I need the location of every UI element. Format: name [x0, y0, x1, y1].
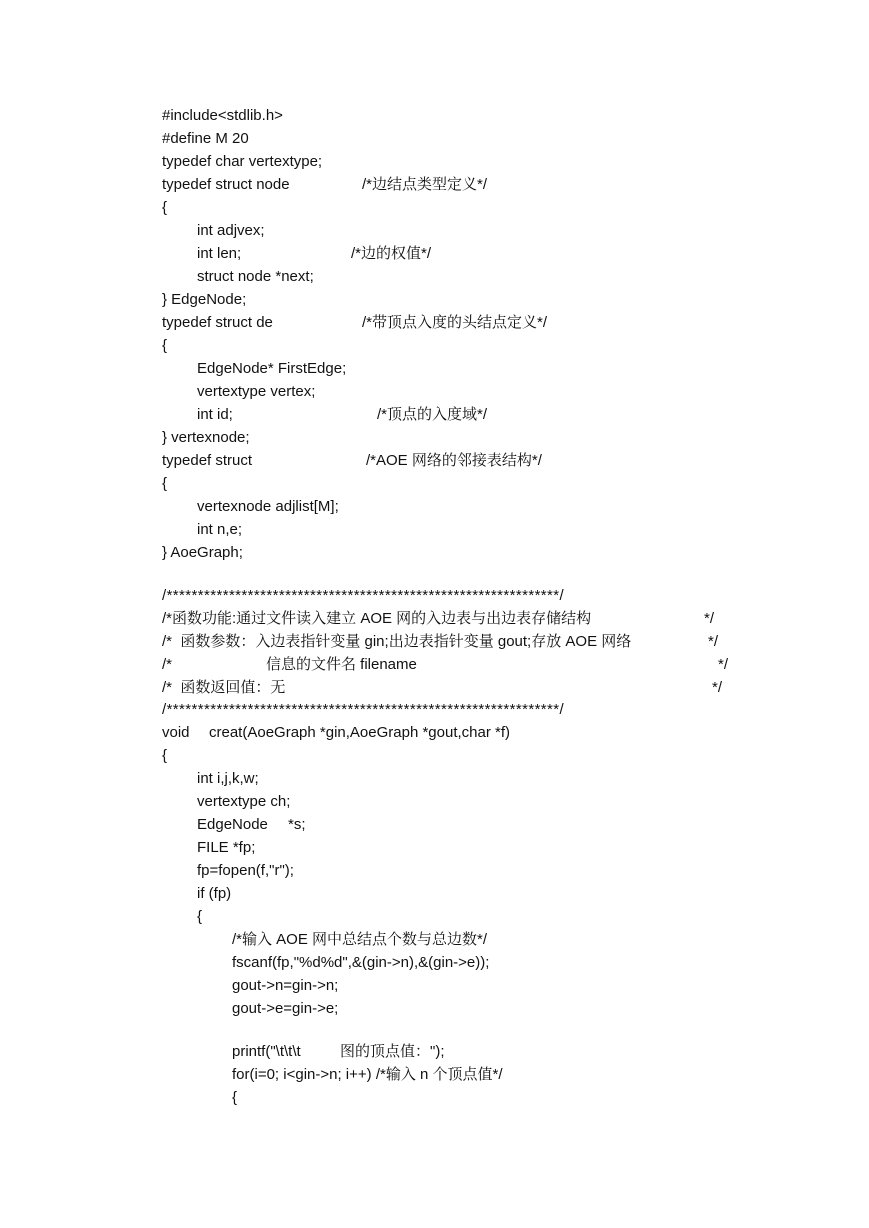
code-line-brace: [0, 745, 168, 767]
code-line-brace: [0, 197, 168, 219]
comment-border-bottom: [0, 699, 565, 721]
code-text: printf("\t\t\t: [232, 1043, 301, 1060]
code-text: void: [162, 724, 190, 741]
code-text: int len;: [197, 245, 242, 262]
code-line-id: [0, 404, 488, 426]
code-text: gout->n=gin->n;: [232, 977, 339, 994]
code-text: FILE *fp;: [197, 839, 256, 856]
code-line-creat-signature: [0, 722, 511, 744]
code-comment: /* 函数参数：入边表指针变量 gin;出边表指针变量 gout;存放 AOE 网络: [162, 633, 632, 650]
code-text: typedef char vertextype;: [162, 153, 323, 170]
code-comment: /* 函数返回值：无: [162, 679, 286, 696]
code-line-vertextype-ch: [0, 791, 291, 813]
code-text: int id;: [197, 406, 233, 423]
code-comment: /*输入 AOE 网中总结点个数与总边数*/: [232, 931, 488, 948]
code-text: int n,e;: [197, 521, 243, 538]
code-comment: /***************************************************************/: [162, 701, 565, 718]
code-text: vertextype ch;: [197, 793, 291, 810]
code-text: gout->e=gin->e;: [232, 1000, 339, 1017]
code-comment: /*边的权值*/: [351, 245, 432, 262]
comment-line-return: [0, 677, 723, 699]
code-comment: /*: [162, 656, 173, 673]
code-line-vertex: [0, 381, 316, 403]
code-line-len: [0, 243, 432, 265]
code-comment: */: [712, 679, 723, 696]
code-text: typedef struct: [162, 452, 253, 469]
code-text: {: [162, 199, 168, 216]
code-text: } AoeGraph;: [162, 544, 243, 561]
code-line-typedef-node: [0, 174, 488, 196]
code-line-if-fp: [0, 883, 232, 905]
code-text: {: [197, 908, 203, 925]
code-line-brace: [0, 335, 168, 357]
code-comment: /***************************************************************/: [162, 587, 565, 604]
code-text: int adjvex;: [197, 222, 265, 239]
code-line-brace: [0, 473, 168, 495]
code-text: EdgeNode* FirstEdge;: [197, 360, 347, 377]
code-line-next: [0, 266, 314, 288]
code-line-edgenode-end: [0, 289, 247, 311]
code-line-gout-n: [0, 975, 339, 997]
code-text: #define M 20: [162, 130, 249, 147]
comment-line-params: [0, 631, 719, 653]
code-comment: /*函数功能:通过文件读入建立 AOE 网的入边表与出边表存储结构: [162, 610, 592, 627]
code-line-adjlist: [0, 496, 339, 518]
code-comment: */: [718, 656, 729, 673]
code-line-adjvex: [0, 220, 265, 242]
code-line-gout-e: [0, 998, 339, 1020]
code-line-brace: [0, 1087, 238, 1109]
code-comment: /*顶点的入度域*/: [377, 406, 488, 423]
code-line-int-ijkw: [0, 768, 259, 790]
code-line-typedef-de: [0, 312, 548, 334]
code-text: struct node *next;: [197, 268, 314, 285]
code-text: vertexnode adjlist[M];: [197, 498, 339, 515]
code-text: } vertexnode;: [162, 429, 250, 446]
code-line-edgenode-s: [0, 814, 306, 836]
code-line-include: [0, 105, 283, 127]
code-comment: /*AOE 网络的邻接表结构*/: [366, 452, 542, 469]
comment-line-function: [0, 608, 715, 630]
code-text: #include<stdlib.h>: [162, 107, 283, 124]
code-text: for(i=0; i<gin->n; i++) /*输入 n 个顶点值*/: [232, 1066, 503, 1083]
code-line-vertexnode-end: [0, 427, 250, 449]
code-line-printf: [0, 1041, 445, 1063]
code-text: typedef struct node: [162, 176, 290, 193]
code-text: {: [232, 1089, 238, 1106]
code-comment: */: [708, 633, 719, 650]
code-line-n-e: [0, 519, 243, 541]
code-text: } EdgeNode;: [162, 291, 247, 308]
code-text: *s;: [288, 816, 306, 833]
comment-line-filename: [0, 654, 729, 676]
code-text: int i,j,k,w;: [197, 770, 259, 787]
code-text: EdgeNode: [197, 816, 268, 833]
comment-border-top: [0, 585, 565, 607]
code-comment: /*带顶点入度的头结点定义*/: [362, 314, 548, 331]
code-text: fp=fopen(f,"r");: [197, 862, 294, 879]
code-text: fscanf(fp,"%d%d",&(gin->n),&(gin->e));: [232, 954, 490, 971]
code-line-define: [0, 128, 249, 150]
code-text: {: [162, 475, 168, 492]
code-comment: */: [704, 610, 715, 627]
code-line-for-loop: [0, 1064, 503, 1086]
code-line-file-fp: [0, 837, 256, 859]
code-text: 图的顶点值：");: [340, 1043, 445, 1060]
code-line-typedef-vertextype: [0, 151, 323, 173]
code-text: {: [162, 337, 168, 354]
code-text: {: [162, 747, 168, 764]
code-text: if (fp): [197, 885, 232, 902]
code-text: typedef struct de: [162, 314, 273, 331]
code-line-fopen: [0, 860, 294, 882]
code-comment: /*边结点类型定义*/: [362, 176, 488, 193]
code-line-typedef-struct: [0, 450, 542, 472]
code-comment: 信息的文件名 filename: [266, 656, 417, 673]
code-line-brace: [0, 906, 203, 928]
code-text: vertextype vertex;: [197, 383, 316, 400]
code-line-comment-input: [0, 929, 488, 951]
code-line-fscanf: [0, 952, 490, 974]
code-text: creat(AoeGraph *gin,AoeGraph *gout,char *f): [209, 724, 511, 741]
code-line-firstedge: [0, 358, 347, 380]
code-line-aoegraph-end: [0, 542, 243, 564]
